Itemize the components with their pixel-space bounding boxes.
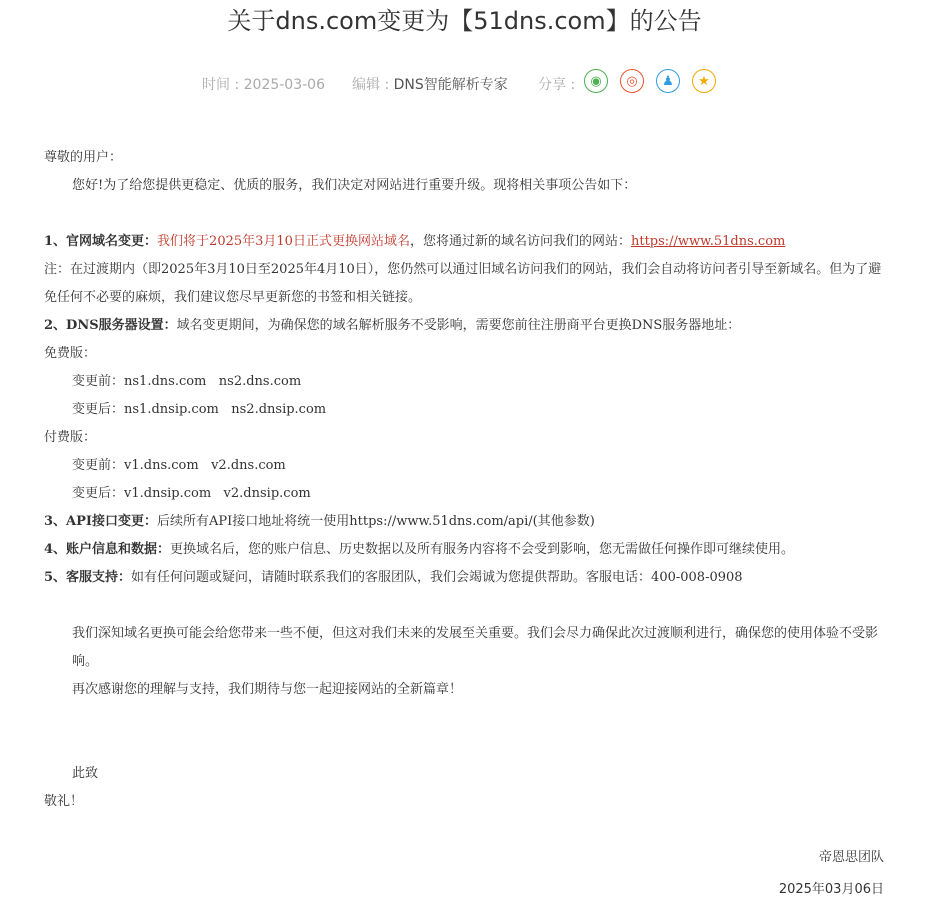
editor: 编辑 : DNS智能解析专家 [352, 77, 508, 93]
intro-paragraph: 您好!为了给您提供更稳定、优质的服务，我们决定对网站进行重要升级。现将相关事项公告如下： [72, 178, 637, 193]
publish-time: 时间 : 2025-03-06 [202, 77, 325, 93]
page-title: 关于dns.com变更为【51dns.com】的公告 [227, 7, 702, 35]
item-domain-change: 1、官网域名变更：我们将于2025年3月10日正式更换网站域名，您将通过新的域名访问我们的网站：https://www.51dns.com [44, 234, 786, 249]
signature-team: 帝恩思团队 [818, 850, 884, 865]
new-site-link[interactable]: https://www.51dns.com [630, 234, 786, 249]
free-plan-before: 变更前：ns1.dns.com ns2.dns.com [72, 374, 302, 389]
wechat-icon[interactable]: ◉ [584, 69, 608, 93]
item-support: 5、客服支持：如有任何问题或疑问，请随时联系我们的客服团队，我们会竭诚为您提供帮助。客服电话：400-008-0908 [44, 570, 743, 585]
item-api-change: 3、API接口变更：后续所有API接口地址将统一使用https://www.51dns.com/api/(其他参数) [44, 514, 595, 529]
transition-note: 注：在过渡期内（即2025年3月10日至2025年4月10日），您仍然可以通过旧域名访问我们的网站，我们会自动将访问者引导至新域名。但为了避免任何不必要的麻烦，我们建议您尽早更新您的书签和相关链接。 [44, 262, 882, 305]
share-label: 分享 : [538, 77, 576, 93]
free-plan-title: 免费版： [44, 346, 97, 361]
qzone-icon[interactable]: ★ [692, 69, 716, 93]
free-plan-after: 变更后：ns1.dnsip.com ns2.dnsip.com [72, 402, 327, 417]
thanks-paragraph: 再次感谢您的理解与支持，我们期待与您一起迎接网站的全新篇章！ [72, 682, 463, 697]
item-account-data: 4、账户信息和数据：更换域名后，您的账户信息、历史数据以及所有服务内容将不会受到影响，您无需做任何操作即可继续使用。 [44, 542, 795, 557]
paid-plan-title: 付费版： [44, 430, 97, 445]
greeting: 尊敬的用户： [44, 150, 123, 165]
article-meta [0, 68, 929, 98]
qq-icon[interactable]: ♟ [656, 69, 680, 93]
weibo-icon[interactable]: ◎ [620, 69, 644, 93]
paid-plan-before: 变更前：v1.dns.com v2.dns.com [72, 458, 286, 473]
paid-plan-after: 变更后：v1.dnsip.com v2.dnsip.com [72, 486, 311, 501]
sign-off-jingli: 敬礼！ [44, 794, 84, 809]
article-body [44, 144, 894, 816]
item-dns-settings: 2、DNS服务器设置：域名变更期间，为确保您的域名解析服务不受影响，需要您前往注册商平台更换DNS服务器地址： [44, 318, 741, 333]
closing-paragraph: 我们深知域名更换可能会给您带来一些不便，但这对我们未来的发展至关重要。我们会尽力确保此次过渡顺利进行，确保您的使用体验不受影响。 [72, 626, 879, 669]
sign-off-cizhi: 此致 [72, 766, 99, 781]
signature-date: 2025年03月06日 [778, 882, 884, 897]
